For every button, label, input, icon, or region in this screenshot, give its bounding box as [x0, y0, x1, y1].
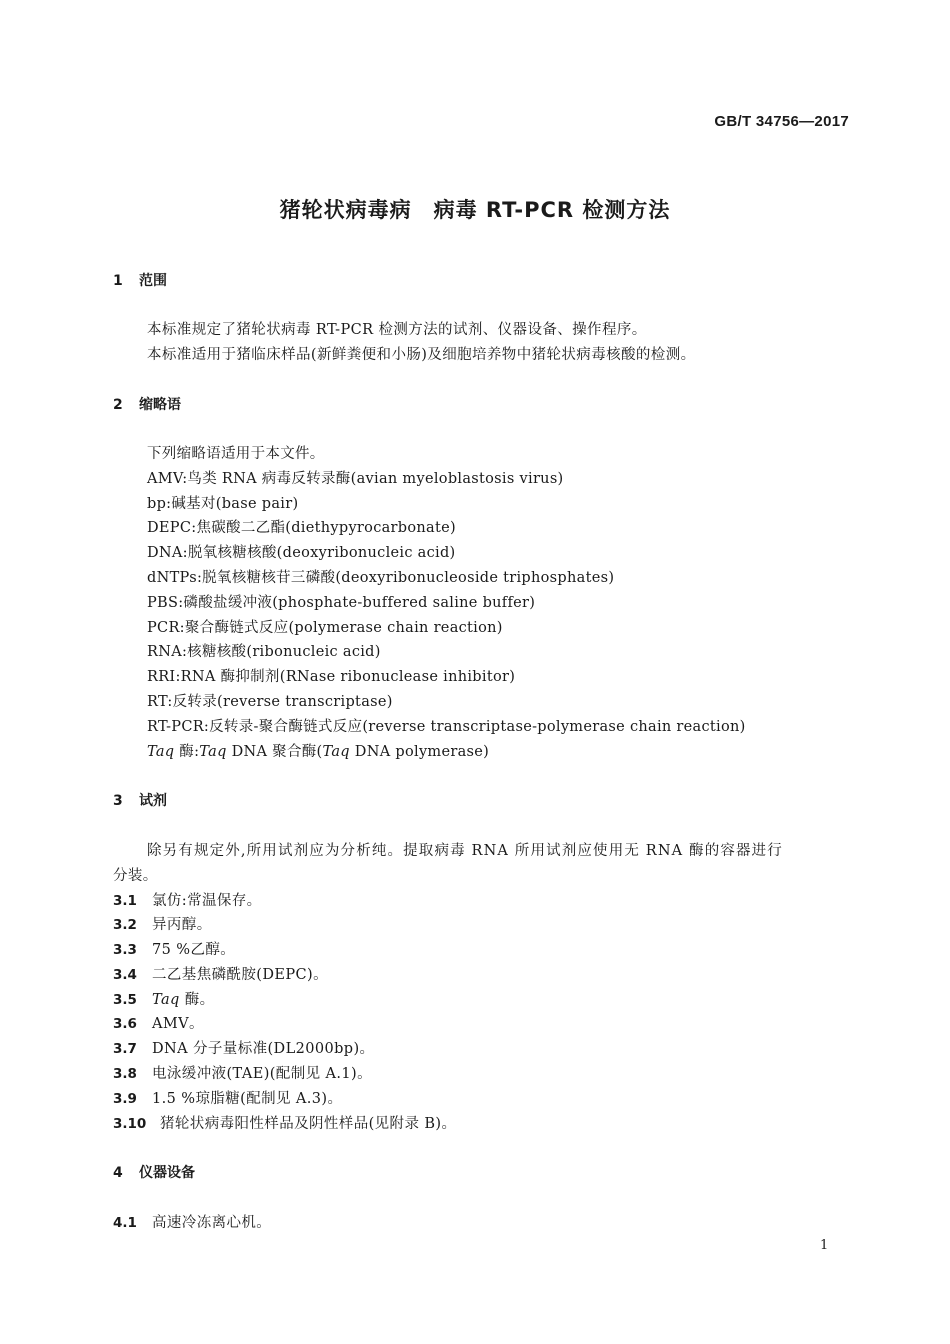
reagent-item	[113, 1112, 456, 1133]
item-number: 3.3	[113, 942, 137, 958]
abbreviation-text: DNA 聚合酶(	[226, 744, 323, 760]
section-title: 试剂	[139, 793, 167, 809]
item-number: 4.1	[113, 1215, 137, 1231]
section-number: 2	[113, 397, 123, 413]
italic-term: Taq	[322, 744, 350, 760]
item-text: 异丙醇。	[152, 917, 212, 933]
abbreviation-text: 酶:	[174, 744, 200, 760]
section-title: 仪器设备	[139, 1165, 195, 1181]
item-text: 氯仿:常温保存。	[152, 893, 262, 909]
item-number: 3.10	[113, 1116, 147, 1132]
item-number: 3.5	[113, 992, 137, 1008]
reagent-item	[113, 988, 215, 1009]
reagent-item	[113, 1037, 374, 1058]
italic-term: Taq	[199, 744, 227, 760]
section-title: 范围	[139, 273, 167, 289]
abbreviations-intro: 下列缩略语适用于本文件。	[147, 446, 325, 462]
abbreviation-item: PBS:磷酸盐缓冲液(phosphate-buffered saline buffer)	[147, 595, 536, 611]
abbreviation-item: RRI:RNA 酶抑制剂(RNase ribonuclease inhibitor)	[147, 669, 516, 685]
reagent-item	[113, 913, 212, 934]
item-text: 电泳缓冲液(TAE)(配制见 A.1)。	[152, 1066, 372, 1082]
reagent-item	[113, 963, 328, 984]
scope-paragraph-2: 本标准适用于猪临床样品(新鲜粪便和小肠)及细胞培养物中猪轮状病毒核酸的检测。	[147, 347, 696, 363]
standard-code: GB/T 34756—2017	[714, 113, 849, 130]
item-text: DNA 分子量标准(DL2000bp)。	[152, 1041, 375, 1057]
section-heading-scope	[113, 270, 167, 290]
item-number: 3.4	[113, 967, 137, 983]
item-text: 1.5 %琼脂糖(配制见 A.3)。	[152, 1091, 343, 1107]
abbreviation-item: RT:反转录(reverse transcriptase)	[147, 694, 393, 710]
section-heading-equipment	[113, 1162, 195, 1182]
section-heading-reagents	[113, 790, 167, 810]
abbreviation-item: AMV:鸟类 RNA 病毒反转录酶(avian myeloblastosis virus)	[147, 471, 564, 487]
abbreviation-item: RT-PCR:反转录-聚合酶链式反应(reverse transcriptase-polymerase chain reaction)	[147, 719, 746, 735]
abbreviation-item: DEPC:焦碳酸二乙酯(diethypyrocarbonate)	[147, 520, 456, 536]
item-text: 75 %乙醇。	[152, 942, 236, 958]
item-number: 3.2	[113, 917, 137, 933]
abbreviation-item: bp:碱基对(base pair)	[147, 496, 299, 512]
section-number: 4	[113, 1165, 123, 1181]
item-number: 3.6	[113, 1016, 137, 1032]
section-title: 缩略语	[139, 397, 181, 413]
item-number: 3.7	[113, 1041, 137, 1057]
reagents-intro-line-1: 除另有规定外,所用试剂应为分析纯。提取病毒 RNA 所用试剂应使用无 RNA 酶的容器进行	[147, 843, 783, 859]
reagent-item	[113, 1012, 204, 1033]
item-number: 3.1	[113, 893, 137, 909]
abbreviation-item: PCR:聚合酶链式反应(polymerase chain reaction)	[147, 620, 503, 636]
document-title: 猪轮状病毒病 病毒 RT-PCR 检测方法	[279, 198, 671, 222]
reagent-item	[113, 1062, 372, 1083]
abbreviation-item-taq	[147, 740, 489, 761]
equipment-item	[113, 1211, 271, 1232]
italic-term: Taq	[147, 744, 175, 760]
section-heading-abbreviations	[113, 394, 181, 414]
abbreviation-item: dNTPs:脱氧核糖核苷三磷酸(deoxyribonucleoside triphosphates)	[147, 570, 615, 586]
item-text: 猪轮状病毒阳性样品及阴性样品(见附录 B)。	[160, 1116, 457, 1132]
section-number: 1	[113, 273, 123, 289]
reagent-item	[113, 1087, 342, 1108]
item-text-italic: Taq	[152, 992, 180, 1008]
page-number: 1	[820, 1238, 829, 1253]
item-number: 3.9	[113, 1091, 137, 1107]
item-text: 二乙基焦磷酰胺(DEPC)。	[152, 967, 328, 983]
item-number: 3.8	[113, 1066, 137, 1082]
section-number: 3	[113, 793, 123, 809]
reagent-item	[113, 889, 262, 910]
abbreviation-item: DNA:脱氧核糖核酸(deoxyribonucleic acid)	[147, 545, 456, 561]
item-text: 酶。	[179, 992, 215, 1008]
reagents-intro-line-2: 分装。	[113, 868, 158, 884]
scope-paragraph-1: 本标准规定了猪轮状病毒 RT-PCR 检测方法的试剂、仪器设备、操作程序。	[147, 322, 647, 338]
item-text: 高速冷冻离心机。	[152, 1215, 272, 1231]
abbreviation-text: DNA polymerase)	[349, 744, 490, 760]
abbreviation-item: RNA:核糖核酸(ribonucleic acid)	[147, 644, 381, 660]
item-text: AMV。	[152, 1016, 204, 1032]
reagent-item	[113, 938, 235, 959]
